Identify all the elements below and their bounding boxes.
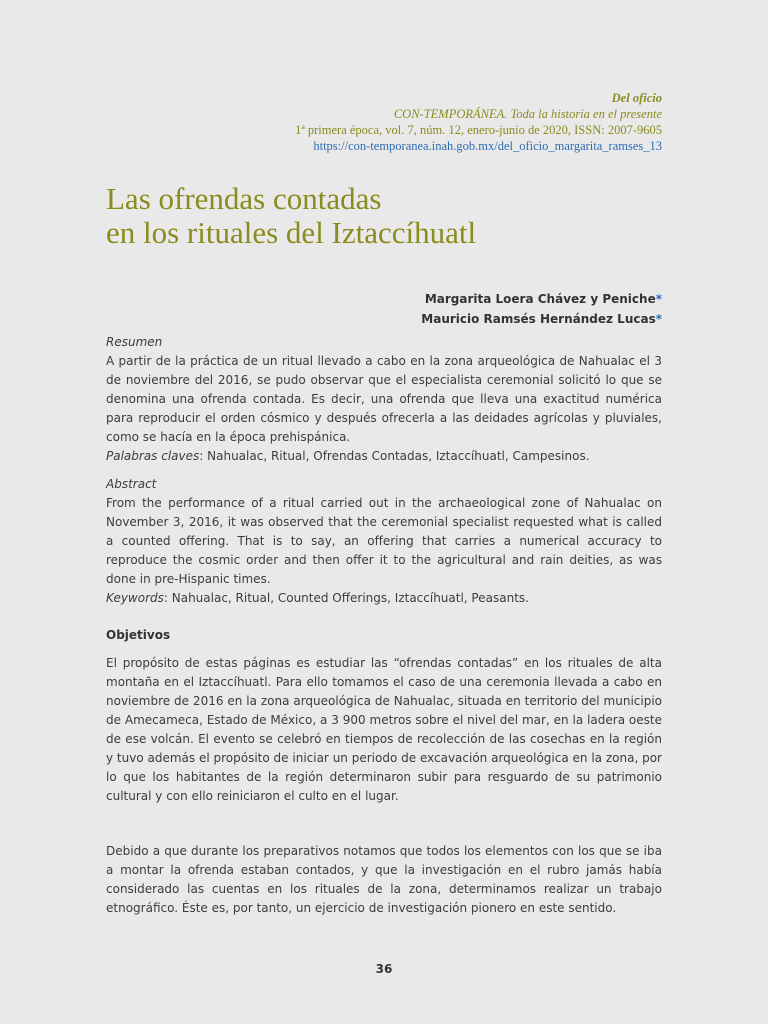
journal-header <box>295 90 662 154</box>
palabras-claves <box>106 447 662 466</box>
resumen-section <box>106 333 662 466</box>
author-footnote-link[interactable]: * <box>655 292 662 306</box>
keywords <box>106 589 662 608</box>
abstract-text: From the performance of a ritual carried out in the archaeological zone of Nahualac on November 3, 2016, it was observed that the ceremonial specialist requested what is called a counted offering. That is to say, an offering that carries a numerical accuracy to reproduce the cosmic order and then offer it to the agricultural and rain deities, as was done in pre-Hispanic times. <box>106 496 662 586</box>
title-line-1: Las ofrendas contadas <box>106 181 382 216</box>
keywords-label: Palabras claves <box>106 449 200 463</box>
resumen-text: A partir de la práctica de un ritual llevado a cabo en la zona arqueológica de Nahualac el 3 de noviembre del 2016, se pudo observar que el especialista ceremonial solicitó lo que se denomina una ofrenda contada. Es decir, una ofrenda que lleva una exactitud numérica para reproducir el orden cósmico y después ofrecerla a las deidades agrícolas y pluviales, como se hacía en la época prehispánica. <box>106 354 662 444</box>
objetivos-heading-block <box>106 626 662 645</box>
keywords-label: Keywords <box>106 591 164 605</box>
body-paragraph: Debido a que durante los preparativos notamos que todos los elementos con los que se iba a montar la ofrenda estaban contados, y que la investigación en el rubro jamás había considerado las cuentas en los rituales de la zona, determinamos realizar un trabajo etnográfico. Éste es, por tanto, un ejercicio de investigación pionero en este sentido. <box>106 844 662 915</box>
author-1 <box>421 289 662 309</box>
abstract-section <box>106 475 662 608</box>
body-paragraph: El propósito de estas páginas es estudiar las “ofrendas contadas” en los rituales de alta montaña en el Iztaccíhuatl. Para ello tomamos el caso de una ceremonia llevada a cabo en noviembre de 2016 en la zona arqueológica de Nahualac, situada en territorio del municipio de Amecameca, Estado de México, a 3 900 metros sobre el nivel del mar, en la ladera oeste de ese volcán. El evento se celebró en tiempos de recolección de las cosechas en la región y tuvo además el propósito de iniciar un periodo de excavación arqueológica en la zona, por lo que los habitantes de la región determinaron subir para resguardo de su patrimonio cultural y con ello reiniciaron el culto en el lugar. <box>106 656 662 803</box>
keywords-text: : Nahualac, Ritual, Counted Offerings, Iztaccíhuatl, Peasants. <box>163 591 529 605</box>
abstract-label: Abstract <box>106 477 157 491</box>
author-list <box>421 289 662 329</box>
issue-info: 1ª primera época, vol. 7, núm. 12, enero-junio de 2020, ISSN: 2007-9605 <box>295 123 662 137</box>
author-name: Mauricio Ramsés Hernández Lucas <box>421 312 656 326</box>
journal-name: CON-TEMPORÁNEA. Toda la historia en el presente <box>393 107 662 121</box>
article-url-link[interactable]: https://con-temporanea.inah.gob.mx/del_oficio_margarita_ramses_13 <box>313 139 662 153</box>
author-2 <box>421 309 662 329</box>
section-label: Del oficio <box>611 91 662 105</box>
author-footnote-link[interactable]: * <box>655 312 662 326</box>
objetivos-paragraph-1 <box>106 654 662 806</box>
keywords-text: : Nahualac, Ritual, Ofrendas Contadas, Iztaccíhuatl, Campesinos. <box>199 449 590 463</box>
objetivos-heading: Objetivos <box>106 628 171 642</box>
objetivos-paragraph-2 <box>106 842 662 918</box>
page-number: 36 <box>375 962 393 976</box>
article-title <box>106 182 476 250</box>
author-name: Margarita Loera Chávez y Peniche <box>424 292 656 306</box>
resumen-label: Resumen <box>106 335 163 349</box>
title-line-2: en los rituales del Iztaccíhuatl <box>106 215 477 250</box>
